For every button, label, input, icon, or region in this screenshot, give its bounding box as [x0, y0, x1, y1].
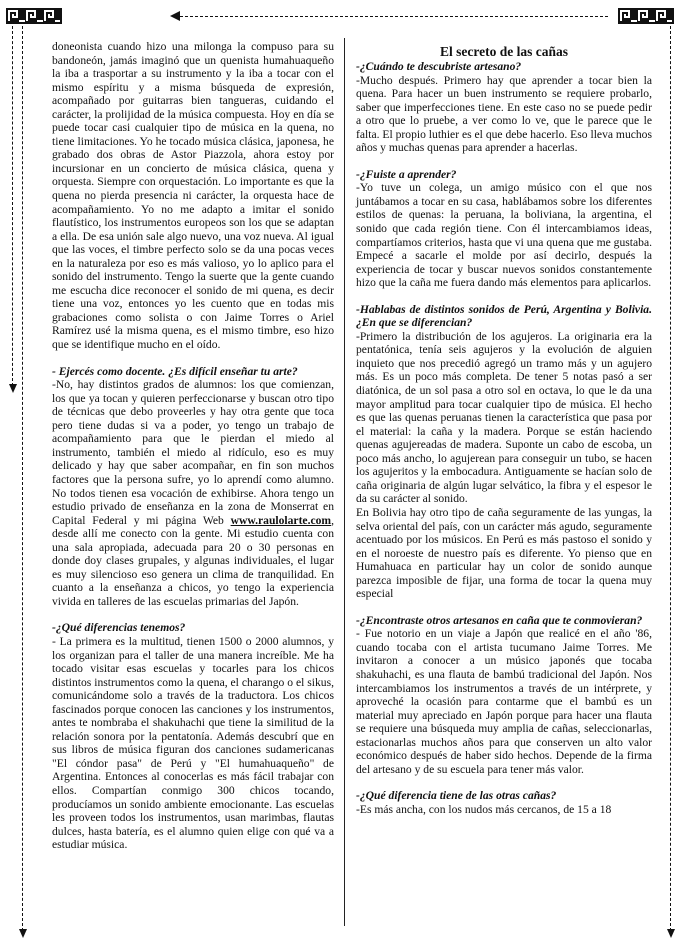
paragraph: -Primero la distribución de los agujeros. La originaria era la pentatónica, tenía seis agujeros y la evolución de alguien inquieto que nos precedió agregó un tramo más y un agujero más. Es un poco más completa. De tener 5 notas pasó a ser diatónica, de un sol pasa a otro sol en octava, lo que le da una mayor amplitud para tocar cualquier tipo de música. El hecho es que las quenas peruanas tienen la característica que pasa por el material: la caña y la madera. Porque se están haciendo quenas agujereadas de madera. Suponte un cabo de escoba, un poco más ancho, lo agujerean para conseguir un tubo, se hacen los agujeritos y la embocadura. Antiguamente se hacían solo de caña originaria de algún lugar selvático, la fibra y el espesor le da su carácter al sonido.	[356, 329, 652, 506]
dashed-guide-line	[22, 26, 23, 931]
left-column	[52, 40, 334, 852]
website-link[interactable]: www.raulolarte.com	[230, 513, 332, 527]
greca-pattern-icon	[618, 8, 674, 24]
right-column	[356, 44, 652, 816]
paragraph: En Bolivia hay otro tipo de caña seguramente de las yungas, la selva oriental del país, con un carácter más agudo, seguramente acentuado por los músicos. En Perú es más pastoso el sonido y en el noroeste de nuestro país es diferente. Yo pienso que en Humahuaca en particular hay un color de sonido aunque parezca imposible de fijar, una forma de tocar la quena muy especial	[356, 505, 652, 601]
section-title: El secreto de las cañas	[440, 44, 568, 59]
question: -¿Qué diferencias tenemos?	[52, 621, 186, 635]
paragraph: -Yo tuve un colega, un amigo músico con el que nos juntábamos a tocar en su casa, hablábamos sobre los diferentes estilos de quenas: la peruana, la boliviana, la argentina, el sonido que cada región tiene. Con él intercambiamos ideas, compartíamos criterios, hasta que vi una quena que me gustaba. Empecé a sacarle el molde por así decirlo, después la experiencia de tocar y buscar nuevos sonidos constantemente hizo que la caña me fuera dando más elementos para aplicarlos.	[356, 181, 652, 290]
question: -¿Cuándo te descubriste artesano?	[356, 60, 522, 73]
paragraph: -Mucho después. Primero hay que aprender a tocar bien la quena. Para hacer un buen instrumento se requiere probarlo, saber que imperfecciones tiene. En este caso no se puede pedir a otro que lo pruebe, a ver como lo ve, que le parece que le falta. El propio luthier es el que debe hacerlo. Eso lleva muchos años y muchas quenas para aprender a hacerlas.	[356, 73, 652, 155]
dashed-guide-line	[670, 26, 671, 931]
question: - Ejercés como docente. ¿Es difícil enseñar tu arte?	[52, 364, 298, 378]
arrow-left-icon	[170, 11, 180, 21]
question: -¿Qué diferencia tiene de las otras cañas?	[356, 789, 557, 803]
paragraph: -No, hay distintos grados de alumnos: los que comienzan, los que ya tocan y quieren perfeccionarse y buscan otro tipo de técnicas que debo proveerles y hay otra gente que toca pero tiene dudas si va a poder, yo tengo un trabajo de acompañamiento para que le pierdan el miedo al instrumento, también el miedo al ridículo, eso es muy delicado y hay que saber acompañar, en fin son muchos factores que la persona sufre, yo lo aprendí como alumno. No todos tienen esa vocación de exhibirse. Ahora tengo un estudio privado de enseñanza en la zona de Monserrat en Capital Federal y mi página Web www.raulolarte.com, desde allí me conecto con la gente. Mi estudio cuenta con una sala apropiada, adecuada para 20 o 30 personas en donde doy clases grupales, y algunas individuales, el lugar es muy silencioso eso genera un clima de tranquilidad. En cuanto a la enseñanza a chicos, yo tengo la experiencia vivida en talleres de las escuelas primarias del Japón.	[52, 378, 334, 608]
paragraph: -Es más ancha, con los nudos más cercanos, de 15 a 18	[356, 802, 612, 816]
dashed-guide-line	[180, 16, 608, 17]
greca-pattern-icon	[6, 8, 62, 24]
arrow-down-icon	[19, 929, 27, 938]
question: -¿Fuiste a aprender?	[356, 167, 457, 181]
column-divider	[344, 38, 345, 926]
arrow-down-icon	[9, 384, 17, 393]
question: -Hablabas de distintos sonidos de Perú, Argentina y Bolivia. ¿En que se diferencian?	[356, 302, 652, 330]
dashed-guide-line	[12, 26, 13, 386]
question: -¿Encontraste otros artesanos en caña que te conmovieran?	[356, 613, 643, 627]
paragraph: - La primera es la multitud, tienen 1500 o 2000 alumnos, y los organizan para el taller de una manera increíble. Me ha tocado visitar esas escuelas y tocarles para los chicos distintos instrumentos como la quena, el charango o el sikus, comunicándome solo a través de la traductora. Los chicos fascinados porque conocen las canciones y los instrumentos, antes te nombraba el shakuhachi que tiene la similitud de la relación sonora por la pentatonía. Además descubrí que en sus libros de música figuran dos canciones sudamericanas "El cóndor pasa" de Perú y "El humahuaqueño" de Argentina. Entonces al conocerlas es más fácil trabajar con ellos. Compartían conmigo 300 chicos tocando, producíamos un sonido ambiente emocionante. Las escuelas les proveen todos los instrumentos, usan marimbas, flautas dulces, hasta batería, es el alumno quien elige con qué va a estudiar música.	[52, 634, 334, 852]
arrow-down-icon	[667, 929, 675, 938]
paragraph: - Fue notorio en un viaje a Japón que realicé en el año '86, cuando tocaba con el artista tucumano Jaime Torres. Me invitaron a conocer a un músico japonés que tocaba shakuhachi, es una flauta de bambú tradicional del Japón. Nos intercambiamos los instrumentos a través de un intérprete, y aproveché la ocasión para contarme que el bambú es un material muy apreciado en Japón porque para hacer una flauta se requiere una búsqueda muy amplia de cañas, seleccionarlas, estacionarlas muchos años para que conserven un alto valor económico después de haber sido hechos. Depende de la firma del artesano y de su escuela para tener más valor.	[356, 627, 652, 776]
paragraph: doneonista cuando hizo una milonga la compuso para su bandoneón, jamás imaginó que un quenista humahuaqueño la iba a trasportar a su instrumento y la iba a tocar con el mismo espíritu y a misma búsqueda de expresión, acompañado por guitarras bien tangueras, cuidando el carácter, la prolijidad de la música compuesta. Hoy en día se puede tocar casi cualquier tipo de música en la quena, no tiene limitaciones. Yo he tocado música clásica, japonesa, he grabado dos obras de Astor Piazzola, ahora estoy por incursionar en un concierto de música clásica, quena y orquesta. Siempre con orquestación. Lo importante es que la quena no pierda presencia ni carácter, la orquesta hace de acompañamiento. Yo no me adapto a imitar el sonido flautístico, los instrumentos europeos son los que se adaptan a ella. De esa unión sale algo nuevo, una voz nueva. Al igual que las voces, el timbre perfecto solo se da una pocas veces en la naturaleza por eso es más valioso, yo lo aplico para el sonido del instrumento. Tengo la suerte que la gente cuando me escucha dice reconocer el sonido de mi quena, es decir tiene una voz, entonces yo les cuento que en todas mis grabaciones como solista o con Jaime Torres o Ariel Ramírez usé la misma quena, es el mismo timbre, eso hizo que se identifique mucho en el oído.	[52, 40, 334, 352]
